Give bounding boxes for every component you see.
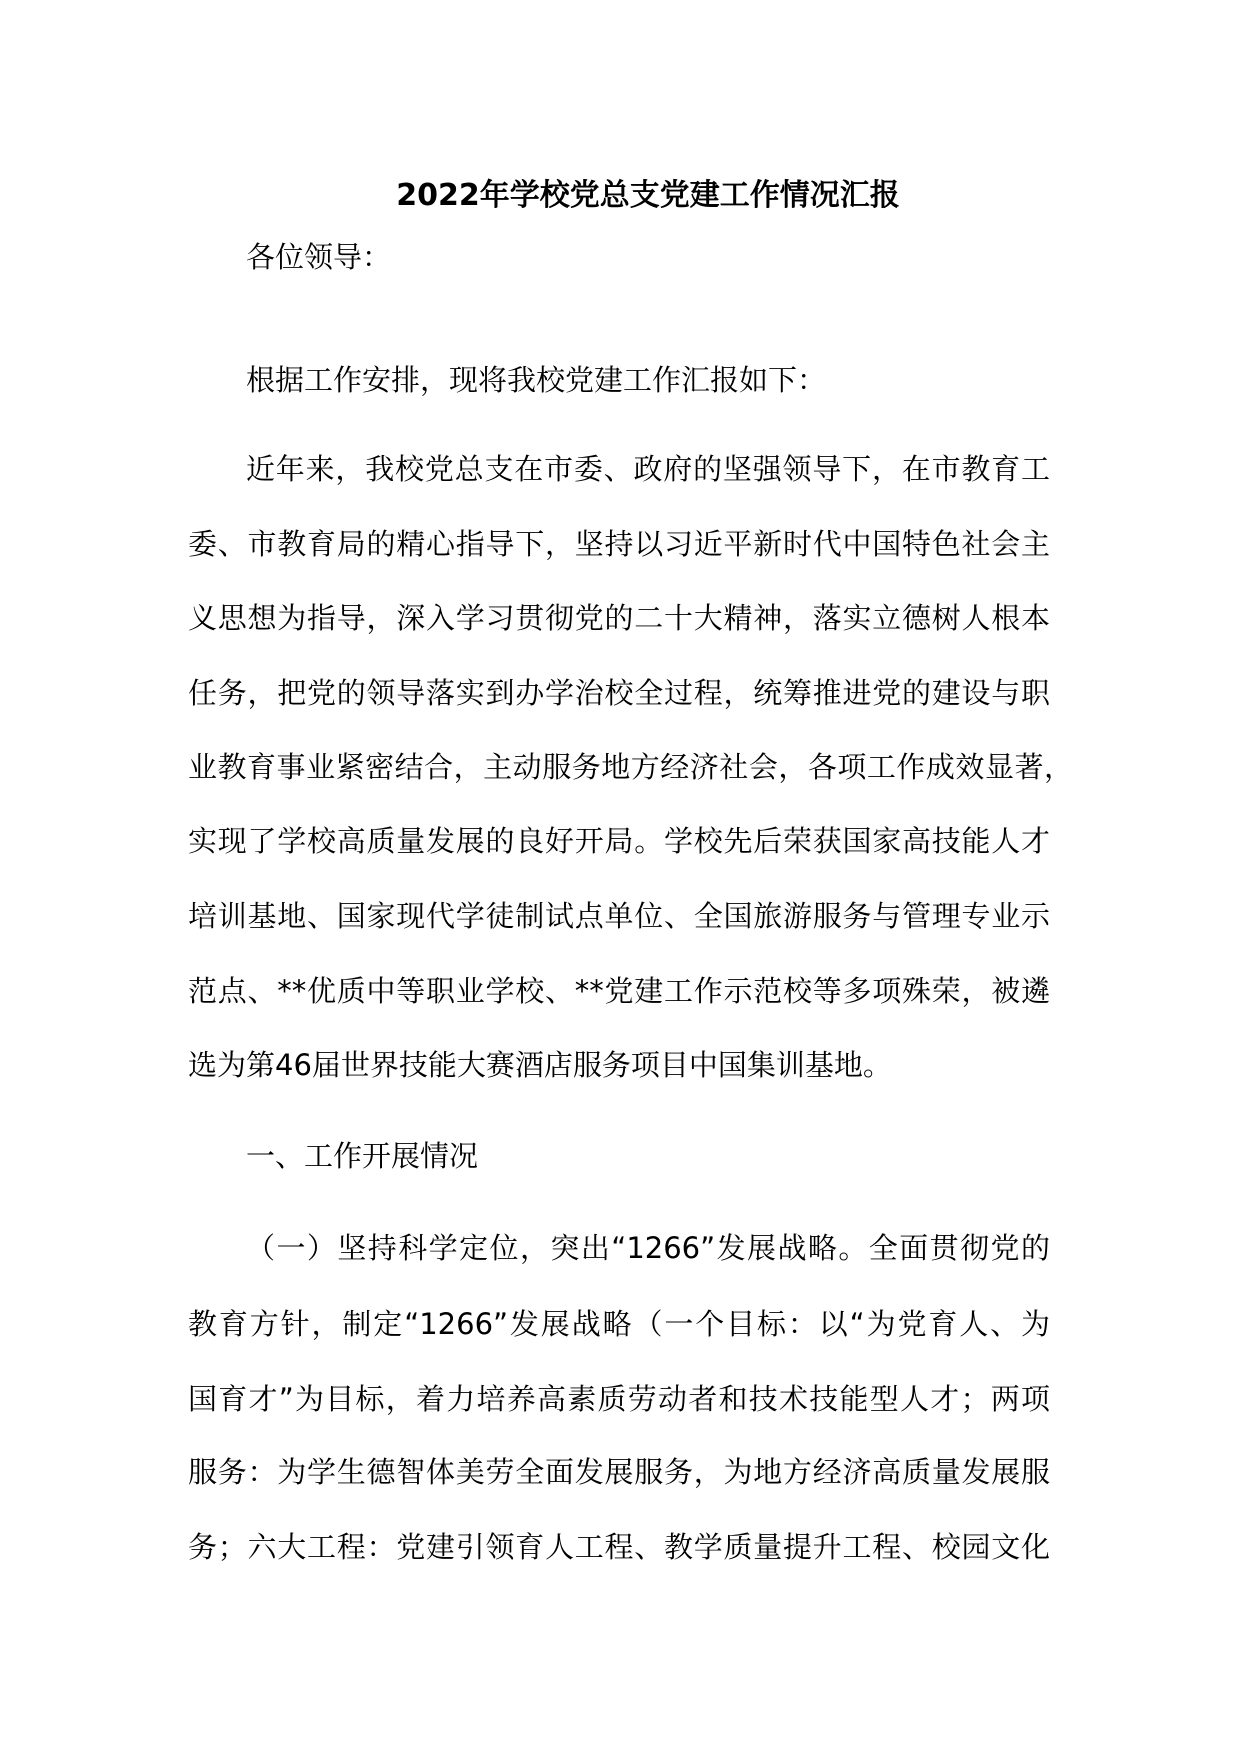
paragraph-line: 培训基地、国家现代学徒制试点单位、全国旅游服务与管理专业示 — [188, 899, 1050, 933]
paragraph-line: 教育方针，制定“1266”发展战略（一个目标：以“为党育人、为 — [188, 1307, 1050, 1341]
paragraph-line: 范点、**优质中等职业学校、**党建工作示范校等多项殊荣，被遴 — [188, 974, 1050, 1008]
paragraph-line: 委、市教育局的精心指导下，坚持以习近平新时代中国特色社会主 — [188, 527, 1050, 561]
paragraph-line: 任务，把党的领导落实到办学治校全过程，统筹推进党的建设与职 — [188, 676, 1050, 710]
paragraph-line: 选为第46届世界技能大赛酒店服务项目中国集训基地。 — [188, 1048, 892, 1082]
paragraph-line: 实现了学校高质量发展的良好开局。学校先后荣获国家高技能人才 — [188, 824, 1050, 858]
paragraph-line: 国育才”为目标，着力培养高素质劳动者和技术技能型人才；两项 — [188, 1382, 1050, 1416]
intro-paragraph: 根据工作安排，现将我校党建工作汇报如下： — [246, 363, 827, 397]
paragraph-line: 服务：为学生德智体美劳全面发展服务，为地方经济高质量发展服 — [188, 1455, 1050, 1489]
paragraph-line: （一）坚持科学定位，突出“1266”发展战略。全面贯彻党的 — [246, 1231, 1050, 1265]
salutation: 各位领导： — [246, 240, 392, 274]
paragraph-line: 务；六大工程：党建引领育人工程、教学质量提升工程、校园文化 — [188, 1530, 1050, 1564]
paragraph-line: 业教育事业紧密结合，主动服务地方经济社会，各项工作成效显著， — [188, 750, 1073, 784]
paragraph-line: 义思想为指导，深入学习贯彻党的二十大精神，落实立德树人根本 — [188, 601, 1050, 635]
paragraph-line: 近年来，我校党总支在市委、政府的坚强领导下，在市教育工 — [246, 452, 1050, 486]
document-title: 2022年学校党总支党建工作情况汇报 — [396, 178, 900, 213]
section-heading: 一、工作开展情况 — [246, 1139, 479, 1173]
